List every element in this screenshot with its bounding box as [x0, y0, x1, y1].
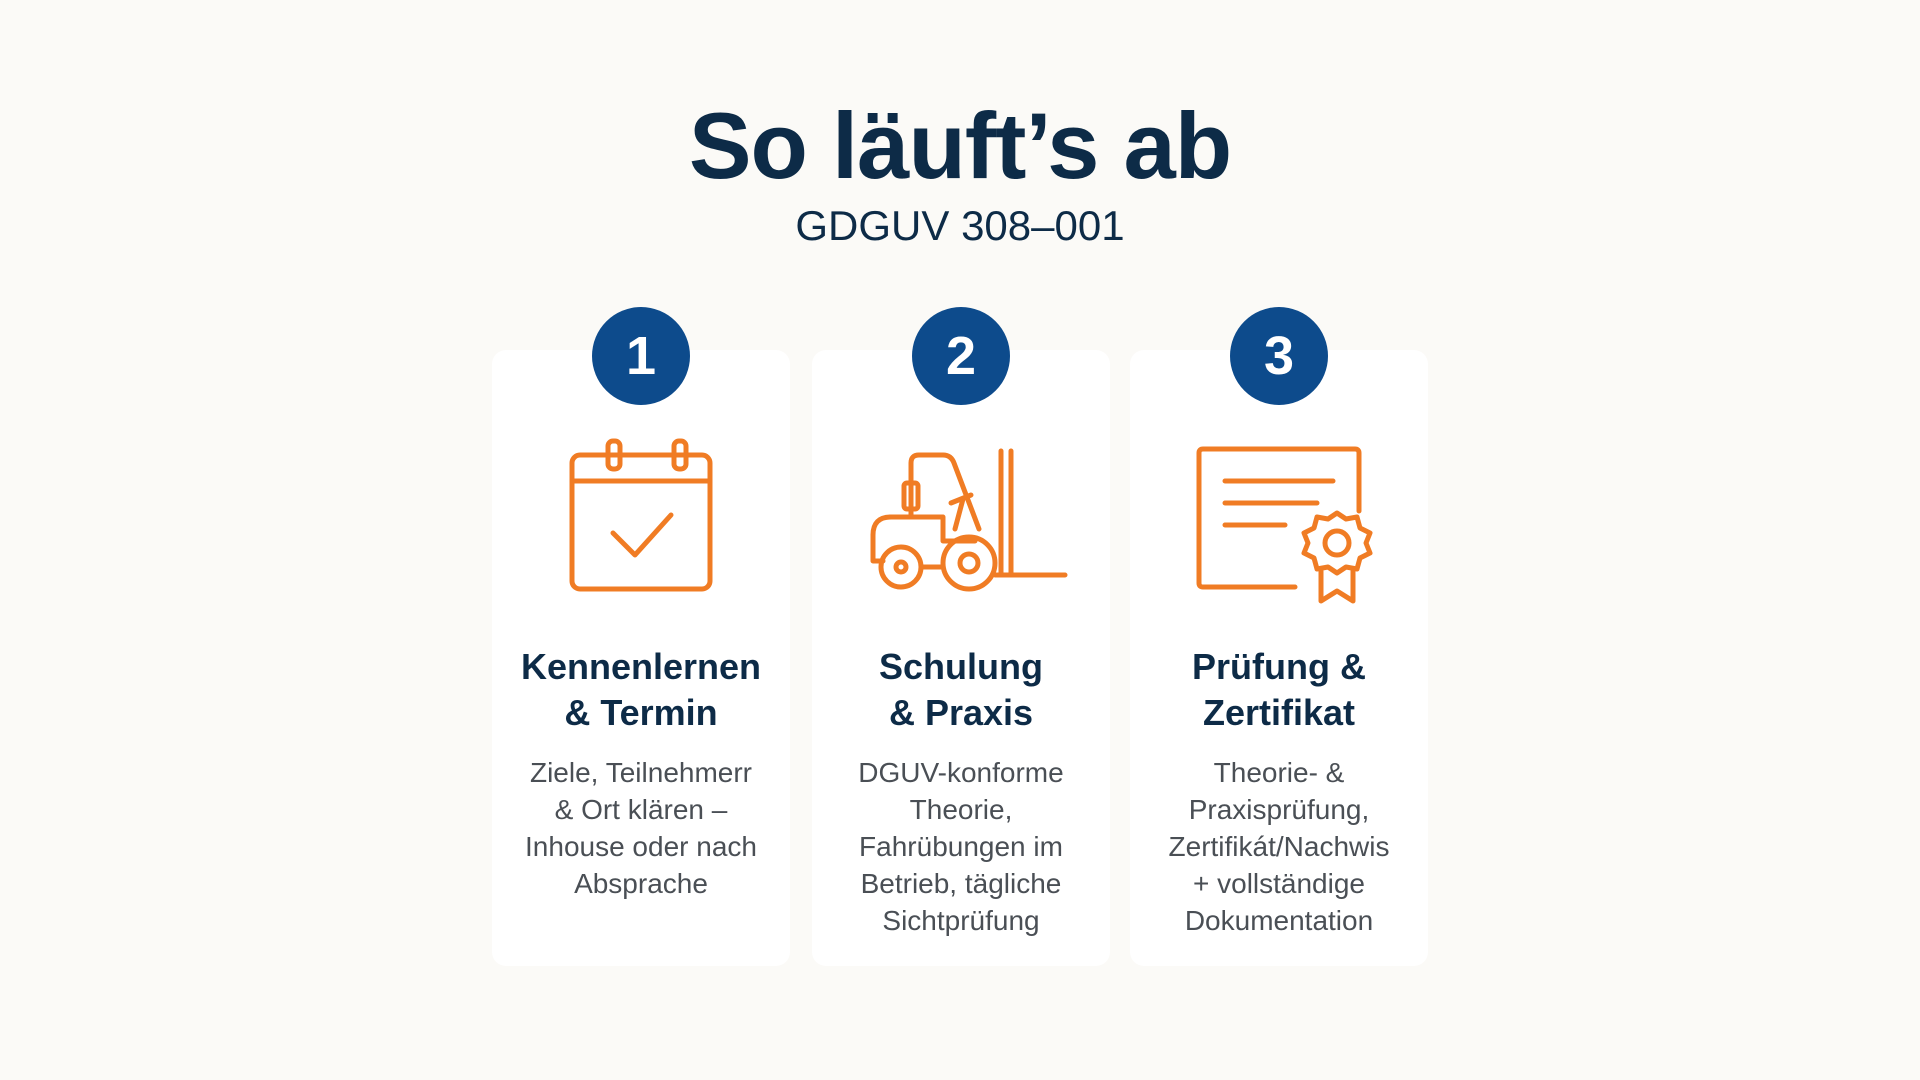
certificate-icon — [1169, 433, 1389, 613]
step-number-badge: 2 — [912, 307, 1010, 405]
step-card-1 — [492, 326, 790, 966]
calendar-check-icon — [531, 433, 751, 613]
step-number-badge: 3 — [1230, 307, 1328, 405]
step-card-3 — [1130, 326, 1428, 966]
step-description: Ziele, Teilnehmerr & Ort klären – Inhouse oder nach Absprache — [525, 757, 757, 899]
step-title: Schulung & Praxis — [879, 646, 1043, 733]
step-card-2 — [812, 326, 1110, 966]
page-title: So läuft’s ab — [688, 93, 1232, 198]
step-description: Theorie- & Praxisprüfung, Zertifikát/Nachwis + vollständige Dokumentation — [1168, 757, 1390, 936]
forklift-icon — [851, 433, 1071, 613]
step-title: Kennenlernen & Termin — [520, 646, 762, 733]
step-number-badge: 1 — [592, 307, 690, 405]
step-description: DGUV-konforme Theorie, Fahrübungen im Betrieb, tägliche Sichtprüfung — [858, 757, 1064, 936]
steps-container — [492, 326, 1430, 966]
page-subtitle: GDGUV 308–001 — [795, 202, 1125, 249]
step-title: Prüfung & Zertifikat — [1192, 646, 1366, 733]
